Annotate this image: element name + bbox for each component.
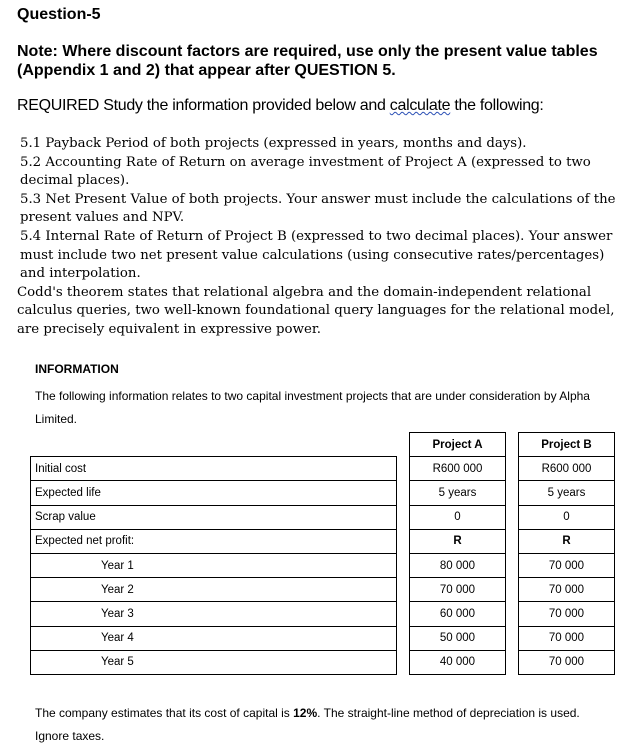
project-a-value: 60 000	[410, 602, 506, 626]
footer-part1: The company estimates that its cost of capital is	[35, 706, 294, 720]
table-header-row	[31, 433, 615, 457]
project-b-value: 70 000	[519, 553, 615, 577]
item-5-3: 5.3 Net Present Value of both projects. Your answer must include the calculations of the present values and NPV.	[20, 191, 616, 226]
row-label: Year 1	[31, 553, 397, 577]
required-items	[17, 135, 621, 340]
information-intro: The following information relates to two capital investment projects that are under consideration by Alpha Limited.	[35, 389, 590, 426]
project-b-value: R600 000	[519, 457, 615, 481]
project-b-value: 5 years	[519, 481, 615, 505]
project-a-value: 80 000	[410, 553, 506, 577]
project-b-value: 70 000	[519, 650, 615, 674]
row-label: Initial cost	[31, 457, 397, 481]
required-suffix: the following:	[450, 97, 544, 114]
table-row	[31, 505, 615, 529]
header-project-b: Project B	[519, 433, 615, 457]
question-title: Question-5	[17, 6, 101, 23]
project-b-value: 70 000	[519, 578, 615, 602]
footer-text	[35, 702, 615, 748]
project-b-value: 70 000	[519, 602, 615, 626]
table-row	[31, 553, 615, 577]
project-a-value: 40 000	[410, 650, 506, 674]
table-row	[31, 481, 615, 505]
table-row	[31, 650, 615, 674]
discount-note: Note: Where discount factors are required, use only the present value tables (Appendix 1 and 2) that appear after QUESTION 5.	[17, 43, 598, 79]
table-row	[31, 626, 615, 650]
table-row	[31, 602, 615, 626]
project-a-value: 50 000	[410, 626, 506, 650]
row-label: Expected life	[31, 481, 397, 505]
project-a-value: 70 000	[410, 578, 506, 602]
header-blank	[31, 433, 397, 457]
project-a-currency: R	[410, 529, 506, 553]
information-heading: INFORMATION	[35, 362, 119, 376]
table-row	[31, 457, 615, 481]
row-label: Year 5	[31, 650, 397, 674]
codd-paragraph: Codd's theorem states that relational algebra and the domain-independent relational calculus queries, two well-known foundational query languages for the relational model, are precisely equivalent in expressive power.	[17, 284, 615, 337]
project-a-value: 5 years	[410, 481, 506, 505]
row-label: Year 2	[31, 578, 397, 602]
row-label: Year 4	[31, 626, 397, 650]
table-row	[31, 529, 615, 553]
table-row	[31, 578, 615, 602]
header-project-a: Project A	[410, 433, 506, 457]
project-b-currency: R	[519, 529, 615, 553]
project-b-value: 0	[519, 505, 615, 529]
item-5-1: 5.1 Payback Period of both projects (expressed in years, months and days).	[20, 136, 527, 151]
row-label: Year 3	[31, 602, 397, 626]
project-a-value: R600 000	[410, 457, 506, 481]
footer-part2: . The straight-line method of depreciation is used. Ignore taxes.	[35, 706, 580, 743]
required-instruction	[17, 97, 544, 115]
cost-of-capital-rate: 12%	[293, 706, 318, 720]
project-a-value: 0	[410, 505, 506, 529]
required-prefix: REQUIRED Study the information provided below and	[17, 97, 390, 114]
item-5-4: 5.4 Internal Rate of Return of Project B (expressed to two decimal places). Your answer must include two net present value calculations (using consecutive rates/percentages) and interpolation.	[20, 228, 613, 282]
projects-table	[30, 432, 615, 675]
project-b-value: 70 000	[519, 626, 615, 650]
required-underlined-word: calculate	[389, 97, 451, 114]
item-5-2: 5.2 Accounting Rate of Return on average investment of Project A (expressed to two decimal places).	[20, 154, 591, 189]
row-label: Scrap value	[31, 505, 397, 529]
row-label: Expected net profit:	[31, 529, 397, 553]
